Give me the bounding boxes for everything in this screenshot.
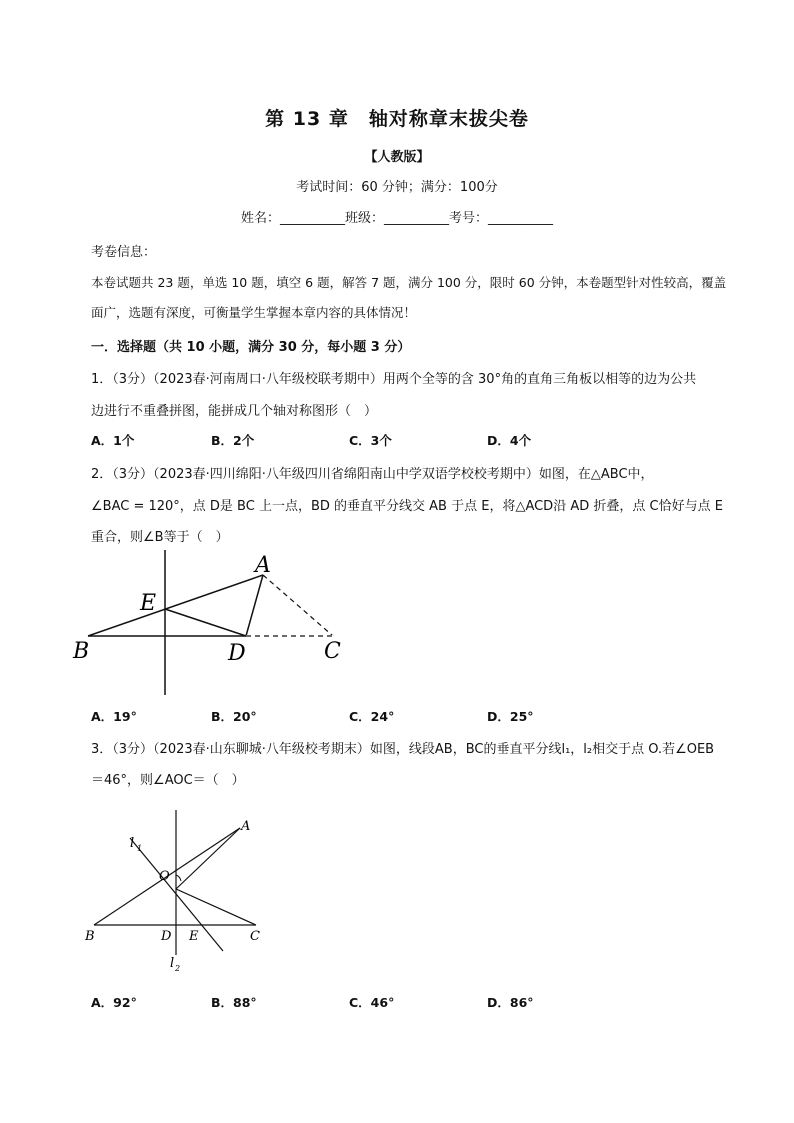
question-1-line-1: 1．（3分）（2023春·河南周口·八年级校联考期中）用两个全等的含 30°角的直角三角板以相等的边为公共 <box>91 372 697 387</box>
student-fields: 姓名：__________班级：__________考号：__________ <box>240 211 553 226</box>
label-b: B <box>73 639 90 664</box>
label-a: A <box>255 553 271 578</box>
q2-option-a: A．19° <box>91 709 137 724</box>
segment-ac-dashed <box>263 575 333 636</box>
question-2-figure <box>70 550 360 700</box>
label-d: D <box>161 929 172 944</box>
q2-option-c: C．24° <box>349 709 395 724</box>
q2-option-d: D．25° <box>487 709 534 724</box>
q1-option-a: A．1个 <box>91 433 135 448</box>
info-label: 考卷信息： <box>91 245 157 260</box>
label-e: E <box>189 929 199 944</box>
label-b: B <box>85 929 95 944</box>
label-l1-subscript: 1 <box>137 844 143 853</box>
info-line-2: 面广，选题有深度，可衡量学生掌握本章内容的具体情况！ <box>91 305 417 320</box>
label-c: C <box>324 639 341 664</box>
angle-mark <box>176 875 181 881</box>
segment-oc <box>176 889 256 925</box>
label-e: E <box>140 591 157 616</box>
question-2-line-2: ∠BAC = 120°，点 D是 BC 上一点，BD 的垂直平分线交 AB 于点 E，将△ACD沿 AD 折叠，点 C恰好与点 E <box>91 499 723 514</box>
label-l2: l <box>170 956 175 971</box>
q1-option-b: B．2个 <box>211 433 255 448</box>
q1-option-c: C．3个 <box>349 433 392 448</box>
q3-option-b: B．88° <box>211 995 257 1010</box>
question-3-figure <box>80 805 280 980</box>
label-d: D <box>228 641 246 666</box>
label-l2-subscript: 2 <box>175 964 181 973</box>
segment-ed <box>165 609 246 636</box>
q3-option-d: D．86° <box>487 995 534 1010</box>
label-a: A <box>241 819 251 834</box>
q2-option-b: B．20° <box>211 709 257 724</box>
question-3-line-2: ＝46°，则∠AOC＝（ ） <box>91 773 245 788</box>
info-line-1: 本卷试题共 23 题，单选 10 题，填空 6 题，解答 7 题，满分 100 分，限时 60 分钟，本卷题型针对性较高，覆盖 <box>91 275 727 290</box>
exam-info: 考试时间：60 分钟；满分：100分 <box>296 180 498 195</box>
label-l1: l <box>130 836 135 851</box>
segment-ad <box>246 575 263 636</box>
q1-option-d: D．4个 <box>487 433 532 448</box>
question-2-line-3: 重合，则∠B等于（ ） <box>91 530 229 545</box>
label-c: C <box>250 929 260 944</box>
q3-option-c: C．46° <box>349 995 395 1010</box>
segment-ba <box>88 575 263 636</box>
section-heading: 一．选择题（共 10 小题，满分 30 分，每小题 3 分） <box>91 340 411 355</box>
page-title: 第 13 章 轴对称章末拔尖卷 <box>265 108 529 130</box>
segment-oa <box>176 828 240 889</box>
question-3-line-1: 3．（3分）（2023春·山东聊城·八年级校考期末）如图，线段AB，BC的垂直平分线l₁，l₂相交于点 O.若∠OEB <box>91 742 715 757</box>
edition-label: 【人教版】 <box>364 150 430 165</box>
q3-option-a: A．92° <box>91 995 137 1010</box>
question-2-line-1: 2．（3分）（2023春·四川绵阳·八年级四川省绵阳南山中学双语学校校考期中）如图，在△ABC中， <box>91 467 654 482</box>
label-o: O <box>159 869 170 884</box>
question-1-line-2: 边进行不重叠拼图，能拼成几个轴对称图形（ ） <box>91 404 378 419</box>
